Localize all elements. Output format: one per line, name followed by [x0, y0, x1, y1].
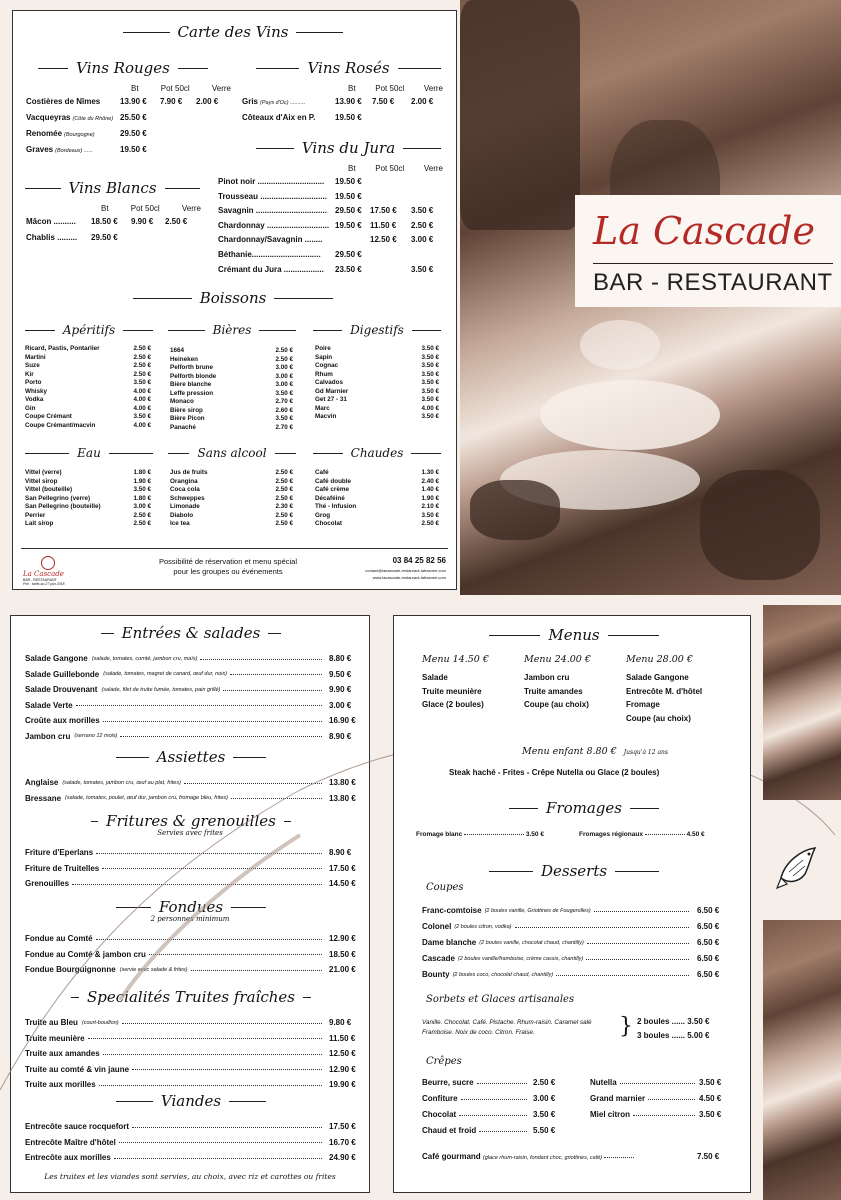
rock: [460, 0, 580, 230]
crepe-item: Confiture: [422, 1094, 530, 1103]
coupe-price: 6.50 €: [697, 922, 720, 931]
digestifs-heading: Digestifs: [313, 323, 441, 337]
footer-phone: 03 84 25 82 56: [392, 556, 446, 565]
vins-jura-cols: Bt Pot 50cl Verre: [348, 164, 443, 173]
drink-row: Vodka 4.00 €: [25, 396, 151, 403]
trout-icon: [775, 842, 823, 894]
footer-web[interactable]: www.lacascade-restaurant-lafrasnee.com: [372, 575, 446, 580]
drink-row: Suze 2.50 €: [25, 362, 151, 369]
menu-price: 12.90 €: [329, 934, 356, 943]
wine-price: 2.00 €: [196, 97, 219, 106]
menu-item: Entrecôte Maître d'hôtel: [25, 1138, 325, 1147]
aperitifs-heading: Apéritifs: [25, 323, 153, 337]
vins-blancs-heading: Vins Blancs: [25, 179, 200, 197]
drink-row: Thé - Infusion 2.10 €: [315, 503, 439, 510]
wine-row: Trousseau ..............................: [218, 191, 327, 201]
footer-logo-name: La Cascade: [23, 570, 64, 578]
menu-item: Truite aux morilles: [25, 1080, 325, 1089]
drink-row: Vittel sirop 1.90 €: [25, 477, 151, 485]
vins-rouges-heading: Vins Rouges: [38, 59, 208, 77]
drink-row: Leffe pression 3.50 €: [170, 389, 293, 397]
footer-reservation: Possibilité de réservation et menu spécial pour les groupes ou événements: [159, 557, 297, 576]
footer-logo-icon: [41, 556, 55, 570]
crepe-item: Grand marnier: [590, 1094, 698, 1103]
menu-course: Salade Gangone: [626, 673, 689, 682]
drink-row: San Pellegrino (verre) 1.80 €: [25, 494, 151, 502]
menu-price: 11.50 €: [329, 1033, 356, 1043]
wine-price: 25.50 €: [120, 113, 147, 122]
menu-item: Croûte aux morilles: [25, 716, 325, 725]
wine-price: 19.50 €: [335, 191, 362, 201]
drink-row: Chocolat 2.50 €: [315, 520, 439, 527]
menu-item: Friture de Truitelles: [25, 864, 325, 873]
water-foam: [540, 380, 720, 450]
chaudes-heading: Chaudes: [313, 446, 441, 460]
wine-row: Costières de Nîmes: [26, 97, 101, 106]
crepe-item: Miel citron: [590, 1110, 698, 1119]
drink-row: Vittel (verre) 1.80 €: [25, 469, 151, 476]
wine-price: 29.50 €: [335, 206, 362, 216]
menu-item: Salade Gangone (salade, tomates, comté, jambon cru, maïs): [25, 654, 325, 663]
fromages-regionaux: Fromages régionaux 4.50 €: [579, 831, 705, 838]
entrees-heading: Entrées & salades: [101, 624, 281, 642]
drink-row: Coupe Crémant 3.50 €: [25, 413, 151, 420]
wine-price: 2.50 €: [411, 220, 434, 230]
menu-course: Glace (2 boules): [422, 700, 484, 709]
footer-prix: Prix : tarifs au 27 juin 2018: [23, 582, 65, 586]
coupe-price: 6.50 €: [697, 906, 720, 915]
menu-price: 12.90 €: [329, 1064, 356, 1074]
drink-row: Bière blanche 3.00 €: [170, 381, 293, 388]
drink-row: Bière Picon 3.50 €: [170, 415, 293, 422]
menu-price: 17.50 €: [329, 1122, 356, 1131]
wine-price: 12.50 €: [370, 235, 397, 245]
drink-row: San Pellegrino (bouteille) 3.00 €: [25, 503, 151, 510]
wine-row: Béthanie...............................: [218, 250, 321, 259]
wine-card-panel: [12, 10, 457, 590]
vins-roses-cols: Bt Pot 50cl Verre: [348, 84, 443, 93]
wine-row: Vacqueyras (Côte du Rhône): [26, 113, 114, 122]
drink-row: Heineken 2.50 €: [170, 355, 293, 363]
cafe-gourmand-price: 7.50 €: [697, 1152, 720, 1161]
sans-alcool-list: [170, 469, 293, 529]
drink-row: Ricard, Pastis, Pontarlier 2.50 €: [25, 345, 151, 352]
wine-price: 11.50 €: [370, 220, 397, 230]
drink-row: Coca cola 2.50 €: [170, 486, 293, 493]
brand-sub: BAR - RESTAURANT: [593, 269, 833, 296]
menu-item: Fondue au Comté: [25, 934, 325, 943]
vins-rouges-cols: Bt Pot 50cl Verre: [131, 84, 231, 93]
menu-price: 8.90 €: [329, 731, 352, 741]
coupe-price: 6.50 €: [697, 954, 720, 963]
menu-price: 9.50 €: [329, 669, 352, 679]
menu-course: Coupe (au choix): [626, 713, 691, 723]
drink-row: Monaco 2.70 €: [170, 398, 293, 405]
drink-row: Macvin 3.50 €: [315, 413, 439, 420]
crepe-item: Chocolat: [422, 1110, 530, 1119]
wine-row: Mâcon ..........: [26, 217, 76, 226]
drink-row: Kir 2.50 €: [25, 370, 151, 378]
crepe-price: 3.50 €: [533, 1110, 556, 1119]
drink-row: Gin 4.00 €: [25, 404, 151, 412]
bieres-heading: Bières: [168, 323, 296, 337]
fromages-heading: Fromages: [509, 799, 659, 817]
crepe-item: Nutella: [590, 1078, 698, 1087]
menu-item: Truite au comté & vin jaune: [25, 1065, 325, 1074]
sorbets-3-boules: 3 boules ...... 5.00 €: [637, 1031, 710, 1040]
menu-item: Salade Drouvenant (salade, filet de truite fumée, tomates, pain grillé): [25, 685, 325, 694]
drink-row: Limonade 2.30 €: [170, 503, 293, 510]
drink-row: Calvados 3.50 €: [315, 379, 439, 386]
wine-price: 3.50 €: [411, 206, 434, 216]
crepe-price: 4.50 €: [699, 1094, 722, 1103]
crepes-heading: Crêpes: [426, 1056, 462, 1067]
wine-price: 19.50 €: [335, 220, 362, 230]
menu-price: 8.90 €: [329, 848, 352, 857]
menu-enfant-desc: Steak haché - Frites - Crêpe Nutella ou Glace (2 boules): [449, 768, 660, 777]
cafe-gourmand: Café gourmand (glace rhum-raisin, fondant choc, griottines, café): [422, 1152, 634, 1161]
brand-name: La Cascade: [593, 209, 815, 253]
menu-price: 18.50 €: [329, 949, 356, 959]
wine-price: 18.50 €: [91, 217, 118, 226]
drink-row: Schweppes 2.50 €: [170, 494, 293, 502]
wine-price: 13.90 €: [335, 97, 362, 106]
drink-row: Coupe Crémant/macvin 4.00 €: [25, 421, 151, 429]
wine-price: 19.50 €: [335, 113, 362, 122]
brand-divider: [593, 263, 833, 264]
desserts-heading: Desserts: [489, 862, 659, 880]
water-foam: [580, 320, 660, 370]
menu-price: 9.90 €: [329, 685, 352, 694]
wine-price: 19.50 €: [120, 145, 147, 154]
menu-price: 19.90 €: [329, 1080, 356, 1089]
menu-item: Salade Guillebonde (salade, tomates, magret de canard, œuf dur, noix): [25, 670, 325, 679]
drink-row: Gd Marnier 3.50 €: [315, 387, 439, 395]
drink-row: Perrier 2.50 €: [25, 511, 151, 519]
drink-row: Cognac 3.50 €: [315, 362, 439, 369]
drink-row: Café double 2.40 €: [315, 477, 439, 485]
menu-item: Grenouilles: [25, 879, 325, 888]
sorbets-heading: Sorbets et Glaces artisanales: [426, 994, 575, 1005]
fritures-heading: Fritures & grenouilles: [91, 812, 291, 830]
wine-price: 2.00 €: [411, 97, 434, 106]
menu-item: Entrecôte aux morilles: [25, 1153, 325, 1162]
drink-row: Sapin 3.50 €: [315, 353, 439, 361]
menu-item: Truite meunière: [25, 1034, 325, 1043]
menu-item: Fondue au Comté & jambon cru: [25, 950, 325, 959]
wine-card-title: Carte des Vins: [123, 23, 343, 41]
wine-price: 3.00 €: [411, 235, 434, 245]
aperitifs-list: [25, 345, 151, 430]
menus-heading: Menus: [489, 626, 659, 644]
crepe-price: 2.50 €: [533, 1078, 556, 1087]
drink-row: Rhum 3.50 €: [315, 370, 439, 378]
drink-row: Café 1.30 €: [315, 469, 439, 476]
wine-row: Graves (Bordeaux) ......: [26, 145, 94, 154]
sorbets-flavours: Vanille. Chocolat. Café. Pistache. Rhum-raisin. Caramel salé Framboise. Noix de coco. Citron. Fraise.: [422, 1019, 592, 1036]
coupe-price: 6.50 €: [697, 970, 720, 979]
sorbets-brace: }: [619, 1014, 633, 1039]
drink-row: Marc 4.00 €: [315, 404, 439, 412]
drink-row: Bière sirop 2.60 €: [170, 406, 293, 414]
drink-row: Grog 3.50 €: [315, 511, 439, 519]
menu-item: Anglaise (salade, tomates, jambon cru, œuf au plat, frites): [25, 778, 325, 787]
drink-row: Pelforth brune 3.00 €: [170, 364, 293, 371]
wine-row: Chablis .........: [26, 233, 78, 242]
fritures-subtitle: Servies avec frites: [157, 829, 223, 837]
drink-row: Poire 3.50 €: [315, 345, 439, 352]
menu-price: 14.50 €: [329, 879, 356, 888]
wine-row: Pinot noir ..............................: [218, 177, 325, 186]
menu-price: 12.50 €: [329, 1049, 356, 1058]
coupe-price: 6.50 €: [697, 938, 720, 947]
vins-blancs-cols: Bt Pot 50cl Verre: [101, 204, 201, 213]
side-photo-top: [763, 605, 841, 800]
menu-item: Fondue Bourguignonne (servie avec salade & frites): [25, 965, 325, 974]
wine-row: Renomée (Bourgogne): [26, 129, 95, 138]
wine-price: 13.90 €: [120, 97, 147, 106]
drink-row: Porto 3.50 €: [25, 379, 151, 386]
menu-title: Menu 14.50 €: [422, 654, 489, 665]
wine-row: Chardonnay ............................: [218, 220, 330, 230]
drink-row: Diabolo 2.50 €: [170, 511, 293, 519]
menu-item: Entrecôte sauce rocquefort: [25, 1122, 325, 1131]
menu-enfant: Menu enfant 8.80 € Jusqu'à 12 ans: [522, 746, 668, 757]
crepe-price: 3.50 €: [699, 1078, 722, 1087]
coupe-item: Franc-comtoise (2 boules vanille, Griottines de Fougerolles): [422, 906, 692, 915]
crepe-item: Beurre, sucre: [422, 1078, 530, 1087]
crepe-price: 3.00 €: [533, 1094, 556, 1103]
wine-price: 19.50 €: [335, 177, 362, 186]
drink-row: Décaféiné 1.90 €: [315, 494, 439, 502]
wine-price: 17.50 €: [370, 206, 397, 216]
vins-roses-heading: Vins Rosés: [256, 59, 441, 77]
chaudes-list: [315, 469, 439, 529]
wine-row: Crémant du Jura ..................: [218, 264, 324, 274]
wine-price: 29.50 €: [91, 233, 118, 242]
digestifs-list: [315, 345, 439, 422]
wine-price: 2.50 €: [165, 217, 188, 226]
food-panel: [10, 615, 370, 1193]
sans-alcool-heading: Sans alcool: [168, 446, 296, 460]
wine-price: 7.90 €: [160, 97, 183, 106]
menu-price: 3.00 €: [329, 700, 352, 710]
eau-heading: Eau: [25, 446, 153, 460]
coupes-heading: Coupes: [426, 882, 464, 893]
drink-row: Lait sirop 2.50 €: [25, 520, 151, 527]
menu-item: Bressane (salade, tomates, poulet, œuf dur, jambon cru, fromage bleu, frites): [25, 794, 325, 803]
crepe-price: 5.50 €: [533, 1126, 556, 1135]
rock: [700, 470, 820, 580]
viandes-heading: Viandes: [116, 1092, 266, 1110]
rock: [470, 480, 560, 540]
footer-logo: [23, 556, 73, 586]
footer-email[interactable]: contact@lacascade-restaurant-lafrasnee.com: [365, 568, 446, 573]
menu-price: 16.90 €: [329, 716, 356, 725]
menu-course: Jambon cru: [524, 673, 570, 682]
sorbets-2-boules: 2 boules ...... 3.50 €: [637, 1017, 710, 1026]
menu-price: 21.00 €: [329, 965, 356, 974]
menu-course: Fromage: [626, 700, 660, 709]
menu-course: Truite amandes: [524, 686, 583, 696]
wine-price: 9.90 €: [131, 217, 154, 226]
menu-item: Truite au Bleu (court-bouillon): [25, 1018, 325, 1027]
fromage-blanc: Fromage blanc 3.50 €: [416, 831, 544, 838]
coupe-item: Cascade (2 boules vanille/framboise, crème cassis, chantilly): [422, 954, 692, 963]
drink-row: Whisky 4.00 €: [25, 387, 151, 395]
assiettes-heading: Assiettes: [116, 748, 266, 766]
menu-course: Truite meunière: [422, 686, 482, 696]
vins-jura-heading: Vins du Jura: [256, 139, 441, 157]
wine-price: 29.50 €: [335, 250, 362, 259]
bieres-list: [170, 347, 293, 432]
drink-row: Panaché 2.70 €: [170, 423, 293, 431]
wine-price: 23.50 €: [335, 264, 362, 274]
drink-row: Ice tea 2.50 €: [170, 520, 293, 527]
menu-price: 13.80 €: [329, 778, 356, 787]
drink-row: Orangina 2.50 €: [170, 477, 293, 485]
truites-heading: Specialités Truites fraîches: [71, 988, 311, 1006]
footer-divider: [21, 548, 448, 549]
drink-row: Vittel (bouteille) 3.50 €: [25, 486, 151, 493]
menu-item: Truite aux amandes: [25, 1049, 325, 1058]
footer-contact: [365, 556, 446, 580]
menu-course: Entrecôte M. d'hôtel: [626, 686, 703, 696]
wine-row: Savagnin ................................: [218, 206, 327, 216]
food-footnote: Les truites et les viandes sont servies, au choix, avec riz et carottes ou frites: [44, 1172, 336, 1181]
menu-price: 17.50 €: [329, 863, 356, 873]
drink-row: Jus de fruits 2.50 €: [170, 469, 293, 476]
wine-price: 29.50 €: [120, 129, 147, 138]
footer-logo-sub: BAR - RESTAURANT: [23, 578, 57, 582]
drink-row: Café crème 1.40 €: [315, 486, 439, 493]
wine-row: Côteaux d'Aix en P.: [242, 113, 316, 122]
drink-row: 1664 2.50 €: [170, 347, 293, 354]
crepe-item: Chaud et froid: [422, 1126, 530, 1135]
wine-row: Chardonnay/Savagnin ........: [218, 235, 323, 245]
boissons-title: Boissons: [133, 289, 333, 307]
menu-item: Friture d'Eperlans: [25, 848, 325, 857]
menu-title: Menu 28.00 €: [626, 654, 693, 665]
wine-row: Gris (Pays d'Oc) ..........: [242, 97, 306, 106]
menu-price: 24.90 €: [329, 1153, 356, 1162]
fondues-subtitle: 2 personnes minimum: [150, 915, 230, 923]
menu-course: Coupe (au choix): [524, 700, 589, 709]
menu-price: 9.80 €: [329, 1018, 352, 1027]
menu-price: 13.80 €: [329, 793, 356, 803]
wine-price: 7.50 €: [372, 97, 395, 106]
wine-price: 3.50 €: [411, 264, 434, 274]
eau-list: [25, 469, 151, 529]
menus-panel: [393, 615, 751, 1193]
drink-row: Get 27 - 31 3.50 €: [315, 396, 439, 403]
menu-item: Jambon cru (serrano 12 mois): [25, 732, 325, 741]
drink-row: Martini 2.50 €: [25, 353, 151, 361]
menu-price: 16.70 €: [329, 1137, 356, 1147]
crepe-price: 3.50 €: [699, 1110, 722, 1119]
coupe-item: Bounty (2 boules coco, chocolat chaud, chantilly): [422, 970, 692, 979]
menu-course: Salade: [422, 673, 448, 682]
fondues-heading: Fondues: [116, 898, 266, 916]
menu-title: Menu 24.00 €: [524, 654, 591, 665]
menu-price: 8.80 €: [329, 654, 352, 663]
coupe-item: Colonel (2 boules citron, vodka): [422, 922, 692, 931]
drink-row: Pelforth blonde 3.00 €: [170, 372, 293, 380]
brand-box: [575, 195, 841, 307]
coupe-item: Dame blanche (2 boules vanille, chocolat chaud, chantilly): [422, 938, 692, 947]
menu-item: Salade Verte: [25, 701, 325, 710]
side-photo-bottom: [763, 920, 841, 1200]
